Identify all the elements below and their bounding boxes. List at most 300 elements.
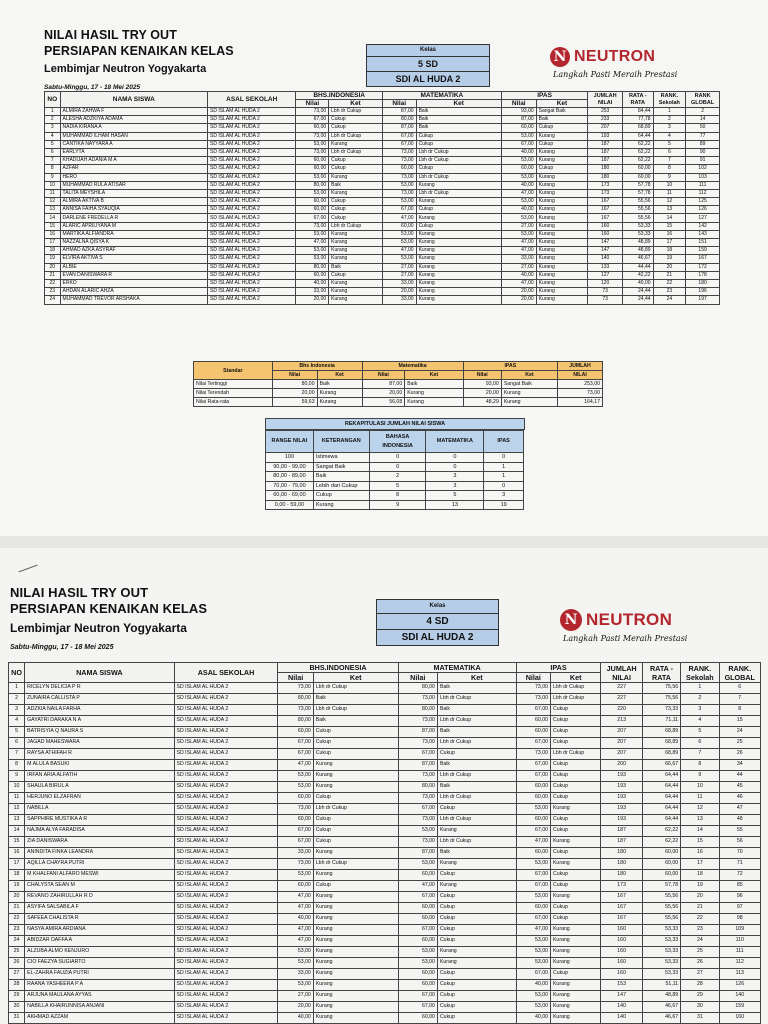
rank-school: 24: [681, 936, 719, 947]
total-score: 187: [588, 157, 623, 165]
ipas-score: 40,00: [501, 181, 536, 189]
table-row: [9, 1013, 761, 1024]
math-note: Kurang: [416, 288, 501, 296]
ipas-score: 47,00: [501, 189, 536, 197]
bahasa-score: 67,00: [278, 749, 313, 760]
row-no: 19: [45, 255, 61, 263]
rank-school: 4: [653, 132, 686, 140]
recap-note: Sangat Baik: [313, 462, 369, 472]
table-row: [45, 157, 720, 165]
col-name: NAMA SISWA: [25, 663, 174, 683]
student-name: SAPPHIRE MUSTIKA A R: [25, 815, 174, 826]
math-score: 53,00: [398, 958, 437, 969]
school: SD ISLAM AL HUDA 2: [208, 173, 296, 181]
math-note: Cukup: [437, 914, 516, 925]
school: SD ISLAM AL HUDA 2: [208, 247, 296, 255]
student-name: NASYA AMIRA ARDIANA: [25, 925, 174, 936]
col-bahasa-note: Ket: [329, 100, 383, 108]
student-name: ALZUBA ALMO KENJURO: [25, 947, 174, 958]
row-no: 3: [9, 705, 25, 716]
math-score: 60,00: [398, 969, 437, 980]
ipas-score: 53,00: [516, 958, 550, 969]
ipas-note: Kurang: [536, 148, 588, 156]
bahasa-score: 60,00: [278, 727, 313, 738]
rank-school: 4: [681, 716, 719, 727]
bahasa-score: 67,00: [296, 214, 329, 222]
average-score: 55,56: [642, 903, 680, 914]
average-score: 75,56: [642, 683, 680, 694]
recap-row: [266, 462, 524, 472]
average-score: 55,56: [642, 892, 680, 903]
bahasa-score: 47,00: [278, 903, 313, 914]
math-score: 73,00: [398, 815, 437, 826]
average-score: 64,44: [642, 815, 680, 826]
class-value: 5 SD: [367, 57, 489, 72]
table-row: [9, 991, 761, 1002]
math-score: 87,00: [398, 848, 437, 859]
stats-bahasa-note: Kurang: [317, 398, 362, 407]
rank-school: 3: [681, 705, 719, 716]
rank-school: 7: [681, 749, 719, 760]
row-no: 9: [45, 173, 61, 181]
col-bahasa-score: Nilai: [296, 100, 329, 108]
table-row: [45, 296, 720, 304]
rank-global: 72: [719, 870, 761, 881]
col-no: NO: [45, 92, 61, 108]
ipas-score: 53,00: [501, 230, 536, 238]
rank-school: 16: [653, 230, 686, 238]
ipas-score: 60,00: [516, 815, 550, 826]
total-score: 167: [601, 903, 642, 914]
col-ipas-note: Ket: [536, 100, 588, 108]
total-score: 173: [588, 181, 623, 189]
school-name: SDI AL HUDA 2: [401, 632, 474, 643]
average-score: 53,33: [642, 936, 680, 947]
average-score: 68,89: [623, 124, 654, 132]
math-note: Kurang: [437, 859, 516, 870]
ipas-note: Cukup: [536, 124, 588, 132]
table-row: [45, 222, 720, 230]
average-score: 48,89: [642, 991, 680, 1002]
bahasa-score: 73,00: [296, 148, 329, 156]
total-score: 193: [588, 132, 623, 140]
average-score: 66,67: [642, 760, 680, 771]
stats-math-score: 20,00: [362, 389, 405, 398]
rank-school: 21: [653, 271, 686, 279]
stats-math-note: Baik: [405, 380, 463, 389]
total-score: 180: [588, 165, 623, 173]
table-row: [45, 140, 720, 148]
ipas-note: Cukup: [550, 914, 600, 925]
bahasa-note: Kurang: [329, 288, 383, 296]
math-score: 60,00: [398, 1013, 437, 1024]
ipas-note: Lbh dr Cukup: [550, 694, 600, 705]
student-name: TALITA MEYSHILA: [60, 189, 207, 197]
recap-note: Cukup: [313, 491, 369, 501]
ipas-score: 47,00: [516, 837, 550, 848]
recap-row: [266, 481, 524, 491]
recap-math-count: 13: [426, 500, 484, 510]
school: SD ISLAM AL HUDA 2: [174, 683, 278, 694]
student-name: MUHAMMAD RULA ATISAR: [60, 181, 207, 189]
rank-global: 44: [719, 771, 761, 782]
recap-math-count: 3: [426, 481, 484, 491]
table-row: [9, 760, 761, 771]
rank-school: 27: [681, 969, 719, 980]
bahasa-note: Cukup: [329, 116, 383, 124]
total-score: 160: [601, 958, 642, 969]
math-note: Kurang: [416, 198, 501, 206]
total-score: 167: [588, 198, 623, 206]
recap-bahasa-count: 0: [369, 453, 426, 463]
rank-global: 159: [686, 247, 720, 255]
math-note: Cukup: [437, 749, 516, 760]
rank-global: 126: [719, 980, 761, 991]
rank-school: 10: [653, 181, 686, 189]
bahasa-note: Cukup: [329, 271, 383, 279]
bahasa-note: Kurang: [313, 892, 398, 903]
rank-global: 180: [686, 279, 720, 287]
ipas-note: Cukup: [550, 771, 600, 782]
table-row: [45, 247, 720, 255]
student-name: MUHAMMAD TREVOR ARSHAKA: [60, 296, 207, 304]
rank-global: 113: [719, 969, 761, 980]
rank-global: 89: [686, 140, 720, 148]
bahasa-note: Kurang: [313, 969, 398, 980]
class-label: Kelas: [377, 600, 498, 614]
row-no: 8: [45, 165, 61, 173]
row-no: 26: [9, 958, 25, 969]
recap-ipas-count: 19: [484, 500, 524, 510]
table-row: [9, 903, 761, 914]
recap-math-count: 0: [426, 462, 484, 472]
bahasa-score: 73,00: [278, 859, 313, 870]
row-no: 17: [9, 859, 25, 870]
math-score: 80,00: [382, 116, 416, 124]
rank-global: 97: [719, 903, 761, 914]
col-ipas: IPAS: [501, 92, 587, 100]
bahasa-note: Cukup: [313, 826, 398, 837]
total-score: 187: [601, 826, 642, 837]
average-score: 64,44: [642, 793, 680, 804]
bahasa-note: Cukup: [313, 727, 398, 738]
student-name: ERKO: [60, 279, 207, 287]
ipas-note: Cukup: [550, 782, 600, 793]
math-score: 20,00: [382, 288, 416, 296]
average-score: 64,44: [642, 804, 680, 815]
total-score: 233: [588, 116, 623, 124]
bahasa-score: 53,00: [296, 247, 329, 255]
average-score: 51,11: [642, 980, 680, 991]
bahasa-note: Kurang: [313, 903, 398, 914]
recap-math-count: 5: [426, 491, 484, 501]
col-math-note: Ket: [416, 100, 501, 108]
math-score: 67,00: [398, 925, 437, 936]
col-bahasa: BHS.INDONESIA: [296, 92, 382, 100]
stats-row: [194, 398, 603, 407]
rank-global: 6: [719, 683, 761, 694]
math-note: Cukup: [416, 222, 501, 230]
ipas-note: Lbh dr Cukup: [550, 749, 600, 760]
rank-school: 13: [681, 815, 719, 826]
ipas-note: Cukup: [550, 705, 600, 716]
math-score: 73,00: [398, 738, 437, 749]
math-score: 73,00: [398, 771, 437, 782]
table-row: [45, 239, 720, 247]
math-note: Cukup: [437, 903, 516, 914]
average-score: 46,67: [642, 1002, 680, 1013]
math-score: 67,00: [382, 140, 416, 148]
bahasa-note: Baik: [329, 263, 383, 271]
ipas-score: 40,00: [501, 206, 536, 214]
school: SD ISLAM AL HUDA 2: [208, 132, 296, 140]
bahasa-note: Kurang: [313, 760, 398, 771]
rank-school: 25: [681, 947, 719, 958]
total-score: 187: [601, 837, 642, 848]
average-score: 48,89: [623, 247, 654, 255]
table-row: [45, 198, 720, 206]
row-no: 1: [45, 108, 61, 116]
total-score: 167: [601, 914, 642, 925]
rank-global: 55: [719, 826, 761, 837]
rank-school: 12: [653, 198, 686, 206]
neutron-logo: [550, 47, 655, 67]
ipas-score: 27,00: [501, 222, 536, 230]
ipas-note: Cukup: [536, 165, 588, 173]
bahasa-score: 73,00: [296, 132, 329, 140]
rank-school: 20: [653, 263, 686, 271]
ipas-note: Cukup: [550, 815, 600, 826]
bahasa-note: Kurang: [329, 140, 383, 148]
math-score: 53,00: [398, 947, 437, 958]
student-name: JAGAD MAHESWARA: [25, 738, 174, 749]
school: SD ISLAM AL HUDA 2: [174, 815, 278, 826]
math-score: 87,00: [382, 124, 416, 132]
total-score: 147: [588, 247, 623, 255]
recap-row: [266, 453, 524, 463]
math-note: Lbh dr Cukup: [437, 771, 516, 782]
rank-global: 197: [686, 296, 720, 304]
math-score: 73,00: [382, 189, 416, 197]
stats-label: Nilai Tertinggi: [194, 380, 273, 389]
col-math-note: Ket: [437, 673, 516, 683]
rank-school: 6: [681, 738, 719, 749]
ipas-note: Kurang: [536, 157, 588, 165]
row-no: 18: [9, 870, 25, 881]
total-score: 140: [601, 1013, 642, 1024]
ipas-score: 87,00: [501, 116, 536, 124]
row-no: 8: [9, 760, 25, 771]
ipas-note: Kurang: [536, 279, 588, 287]
math-note: Cukup: [437, 892, 516, 903]
school: SD ISLAM AL HUDA 2: [174, 716, 278, 727]
bahasa-score: 60,00: [278, 881, 313, 892]
ipas-score: 40,00: [501, 271, 536, 279]
total-score: 127: [588, 271, 623, 279]
table-row: [9, 771, 761, 782]
math-note: Lbh dr Cukup: [437, 694, 516, 705]
neutron-logo-icon: N: [560, 609, 582, 631]
ipas-note: Kurang: [536, 173, 588, 181]
ipas-score: 20,00: [501, 296, 536, 304]
ipas-note: Kurang: [536, 132, 588, 140]
bahasa-score: 80,00: [296, 263, 329, 271]
table-row: [45, 124, 720, 132]
ipas-score: 53,00: [501, 132, 536, 140]
table-row: [9, 683, 761, 694]
school: SD ISLAM AL HUDA 2: [174, 947, 278, 958]
school: SD ISLAM AL HUDA 2: [208, 288, 296, 296]
rank-school: 5: [681, 727, 719, 738]
math-note: Lbh dr Cukup: [437, 738, 516, 749]
student-name: MUHAMMAD ILHAM HASAN: [60, 132, 207, 140]
col-average: RATA - RATA: [623, 92, 654, 108]
school: SD ISLAM AL HUDA 2: [174, 771, 278, 782]
average-score: 55,56: [623, 198, 654, 206]
bahasa-score: 67,00: [278, 837, 313, 848]
school: SD ISLAM AL HUDA 2: [174, 925, 278, 936]
ipas-score: 53,00: [516, 804, 550, 815]
math-score: 67,00: [382, 206, 416, 214]
rank-global: 112: [686, 189, 720, 197]
bahasa-score: 47,00: [296, 239, 329, 247]
neutron-logo: [560, 609, 672, 631]
recap-bahasa-count: 2: [369, 472, 426, 482]
student-name: NAJMA ALYA FARADISA: [25, 826, 174, 837]
table-row: [9, 815, 761, 826]
recap-bahasa-count: 8: [369, 491, 426, 501]
total-score: 180: [588, 173, 623, 181]
bahasa-score: 20,00: [296, 296, 329, 304]
rank-global: 14: [686, 116, 720, 124]
math-score: 87,00: [398, 760, 437, 771]
school: SD ISLAM AL HUDA 2: [208, 230, 296, 238]
ipas-score: 67,00: [516, 881, 550, 892]
row-no: 27: [9, 969, 25, 980]
row-no: 24: [45, 296, 61, 304]
stats-math-score: 87,00: [362, 380, 405, 389]
ipas-note: Cukup: [550, 793, 600, 804]
math-score: 73,00: [398, 793, 437, 804]
bahasa-score: 67,00: [278, 738, 313, 749]
row-no: 9: [9, 771, 25, 782]
col-total: JUMLAH NILAI: [601, 663, 642, 683]
row-no: 10: [45, 181, 61, 189]
bahasa-score: 33,00: [278, 848, 313, 859]
rank-global: 8: [719, 705, 761, 716]
rank-school: 21: [681, 903, 719, 914]
col-bahasa: BHS.INDONESIA: [278, 663, 398, 673]
total-score: 193: [601, 793, 642, 804]
student-name: HERJUNO ELZAFRAN: [25, 793, 174, 804]
row-no: 4: [45, 132, 61, 140]
rank-school: 15: [653, 222, 686, 230]
stats-ipas-note: Kurang: [501, 398, 557, 407]
school: SD ISLAM AL HUDA 2: [174, 914, 278, 925]
recap-bahasa-count: 9: [369, 500, 426, 510]
table-row: [9, 738, 761, 749]
bahasa-note: Lbh dr Cukup: [329, 148, 383, 156]
bahasa-score: 53,00: [296, 189, 329, 197]
table-row: [45, 165, 720, 173]
ipas-score: 67,00: [501, 140, 536, 148]
total-score: 167: [588, 206, 623, 214]
school: SD ISLAM AL HUDA 2: [174, 694, 278, 705]
math-score: 60,00: [382, 165, 416, 173]
ipas-note: Cukup: [550, 727, 600, 738]
math-score: 73,00: [382, 148, 416, 156]
recap-col-range: RANGE NILAI: [266, 431, 314, 453]
stats-row: [194, 389, 603, 398]
school: SD ISLAM AL HUDA 2: [208, 157, 296, 165]
rank-global: 125: [686, 198, 720, 206]
rank-school: 24: [653, 296, 686, 304]
bahasa-note: Cukup: [313, 749, 398, 760]
student-name: ZUNAIRA CALLISTA P: [25, 694, 174, 705]
rank-global: 112: [719, 958, 761, 969]
table-row: [45, 263, 720, 271]
col-rank-school: RANK. Sekolah: [653, 92, 686, 108]
school: SD ISLAM AL HUDA 2: [208, 198, 296, 206]
col-rank-global: RANK GLOBAL: [686, 92, 720, 108]
table-row: [9, 1002, 761, 1013]
ipas-score: 60,00: [516, 793, 550, 804]
table-row: [45, 279, 720, 287]
table-row: [45, 181, 720, 189]
result-sheet-class-4: [0, 548, 768, 1024]
rank-school: 12: [681, 804, 719, 815]
ipas-score: 60,00: [501, 165, 536, 173]
math-note: Lbh dr Cukup: [416, 189, 501, 197]
table-row: [9, 925, 761, 936]
row-no: 15: [9, 837, 25, 848]
ipas-score: 40,00: [516, 980, 550, 991]
rank-global: 143: [686, 230, 720, 238]
table-row: [45, 206, 720, 214]
rank-global: 7: [719, 694, 761, 705]
bahasa-score: 40,00: [278, 1013, 313, 1024]
rank-global: 56: [719, 837, 761, 848]
rank-school: 17: [681, 859, 719, 870]
math-score: 67,00: [398, 1002, 437, 1013]
math-note: Kurang: [437, 881, 516, 892]
bahasa-note: Kurang: [313, 914, 398, 925]
student-name: RAYSA ATHIFAH R: [25, 749, 174, 760]
rank-global: 102: [686, 165, 720, 173]
row-no: 23: [45, 288, 61, 296]
average-score: 73,33: [642, 705, 680, 716]
math-score: 73,00: [398, 716, 437, 727]
math-score: 60,00: [398, 980, 437, 991]
table-row: [45, 230, 720, 238]
stats-bahasa-note: Kurang: [317, 389, 362, 398]
math-note: Kurang: [437, 958, 516, 969]
ipas-note: Kurang: [536, 198, 588, 206]
stats-ipas-score: 48,29: [463, 398, 501, 407]
total-score: 160: [601, 947, 642, 958]
student-name: AQILLA CHAYRA PUTRI: [25, 859, 174, 870]
bahasa-score: 33,00: [278, 969, 313, 980]
row-no: 30: [9, 1002, 25, 1013]
ipas-score: 67,00: [516, 969, 550, 980]
recap-ipas-count: 3: [484, 491, 524, 501]
math-note: Baik: [416, 116, 501, 124]
ipas-note: Kurang: [536, 214, 588, 222]
student-name: EVAN DANISWARA R: [60, 271, 207, 279]
school: SD ISLAM AL HUDA 2: [174, 958, 278, 969]
bahasa-score: 53,00: [296, 140, 329, 148]
rank-global: 48: [719, 815, 761, 826]
